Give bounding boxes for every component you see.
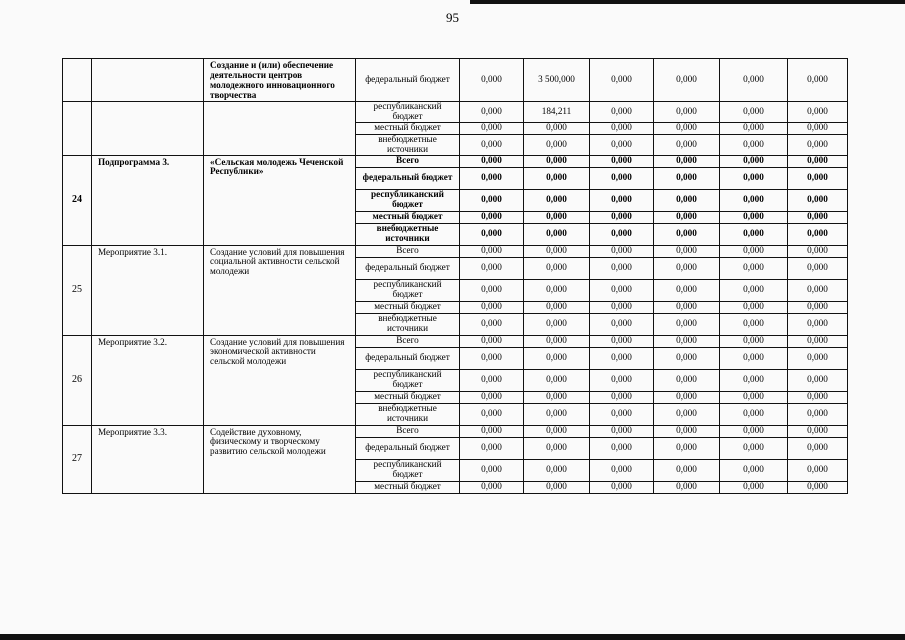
value-cell: 0,000: [524, 425, 590, 437]
value-cell: 0,000: [460, 189, 524, 211]
value-cell: 0,000: [720, 335, 788, 347]
label-cell: Мероприятие 3.2.: [92, 335, 204, 425]
value-cell: 0,000: [788, 437, 848, 459]
index-cell: [63, 101, 92, 155]
value-cell: 0,000: [654, 223, 720, 245]
description-cell: Создание условий для повышения экономической активности сельской молодежи: [204, 335, 356, 425]
table-row: [63, 335, 848, 347]
value-cell: 0,000: [460, 481, 524, 493]
funding-source: внебюджетные источники: [356, 313, 460, 335]
value-cell: 0,000: [524, 313, 590, 335]
value-cell: 0,000: [460, 245, 524, 257]
description-cell: Создание условий для повышения социальной активности сельской молодежи: [204, 245, 356, 335]
value-cell: 0,000: [654, 459, 720, 481]
value-cell: 0,000: [524, 134, 590, 155]
value-cell: 0,000: [654, 189, 720, 211]
description-cell: Создание и (или) обеспечение деятельности центров молодежного инновационного творчества: [204, 59, 356, 102]
funding-source: республиканский бюджет: [356, 189, 460, 211]
value-cell: 0,000: [654, 155, 720, 167]
value-cell: 0,000: [720, 403, 788, 425]
value-cell: 0,000: [654, 167, 720, 189]
top-scan-edge: [470, 0, 905, 4]
value-cell: 0,000: [590, 481, 654, 493]
value-cell: 0,000: [524, 167, 590, 189]
value-cell: 0,000: [524, 301, 590, 313]
value-cell: 0,000: [788, 347, 848, 369]
label-cell: Мероприятие 3.3.: [92, 425, 204, 493]
value-cell: 0,000: [460, 155, 524, 167]
value-cell: 0,000: [720, 101, 788, 122]
value-cell: 0,000: [654, 279, 720, 301]
value-cell: 0,000: [788, 101, 848, 122]
value-cell: 0,000: [720, 391, 788, 403]
value-cell: 0,000: [788, 257, 848, 279]
value-cell: 0,000: [654, 369, 720, 391]
value-cell: 0,000: [524, 335, 590, 347]
value-cell: 0,000: [460, 223, 524, 245]
value-cell: 0,000: [590, 347, 654, 369]
label-cell: Подпрограмма 3.: [92, 155, 204, 245]
page-number: 95: [446, 10, 459, 25]
value-cell: 0,000: [590, 245, 654, 257]
value-cell: 0,000: [590, 155, 654, 167]
value-cell: 0,000: [788, 134, 848, 155]
index-cell: 26: [63, 335, 92, 425]
value-cell: 0,000: [590, 313, 654, 335]
value-cell: 0,000: [654, 122, 720, 134]
value-cell: 0,000: [524, 257, 590, 279]
value-cell: 0,000: [460, 347, 524, 369]
value-cell: 0,000: [590, 211, 654, 223]
value-cell: 0,000: [720, 257, 788, 279]
value-cell: 0,000: [460, 101, 524, 122]
funding-source: республиканский бюджет: [356, 101, 460, 122]
value-cell: 0,000: [654, 301, 720, 313]
value-cell: 0,000: [460, 134, 524, 155]
table-row: [63, 245, 848, 257]
value-cell: 0,000: [590, 223, 654, 245]
funding-source: Всего: [356, 425, 460, 437]
value-cell: 0,000: [788, 122, 848, 134]
value-cell: 0,000: [720, 347, 788, 369]
value-cell: 0,000: [788, 301, 848, 313]
value-cell: 0,000: [788, 223, 848, 245]
value-cell: 0,000: [590, 335, 654, 347]
value-cell: 0,000: [524, 245, 590, 257]
value-cell: 0,000: [590, 369, 654, 391]
label-cell: Мероприятие 3.1.: [92, 245, 204, 335]
value-cell: 0,000: [524, 279, 590, 301]
funding-source: республиканский бюджет: [356, 369, 460, 391]
value-cell: 0,000: [720, 459, 788, 481]
value-cell: 0,000: [720, 481, 788, 493]
value-cell: 0,000: [590, 279, 654, 301]
value-cell: 0,000: [788, 167, 848, 189]
bottom-scan-edge: [0, 634, 905, 640]
index-cell: 24: [63, 155, 92, 245]
funding-table: [62, 58, 848, 494]
value-cell: 0,000: [654, 245, 720, 257]
value-cell: 0,000: [460, 301, 524, 313]
funding-source: федеральный бюджет: [356, 257, 460, 279]
value-cell: 0,000: [720, 369, 788, 391]
value-cell: 0,000: [654, 59, 720, 102]
value-cell: 0,000: [590, 167, 654, 189]
value-cell: 0,000: [460, 279, 524, 301]
funding-source: местный бюджет: [356, 391, 460, 403]
funding-source: республиканский бюджет: [356, 459, 460, 481]
value-cell: 0,000: [460, 425, 524, 437]
value-cell: 0,000: [460, 211, 524, 223]
value-cell: 0,000: [788, 59, 848, 102]
value-cell: 0,000: [788, 425, 848, 437]
funding-source: Всего: [356, 155, 460, 167]
funding-source: внебюджетные источники: [356, 223, 460, 245]
value-cell: 0,000: [524, 347, 590, 369]
value-cell: 0,000: [524, 155, 590, 167]
value-cell: 0,000: [524, 481, 590, 493]
value-cell: 0,000: [524, 369, 590, 391]
value-cell: 0,000: [654, 481, 720, 493]
value-cell: 0,000: [460, 459, 524, 481]
value-cell: 0,000: [788, 335, 848, 347]
value-cell: 0,000: [720, 189, 788, 211]
funding-source: федеральный бюджет: [356, 437, 460, 459]
value-cell: 0,000: [524, 391, 590, 403]
value-cell: 0,000: [524, 189, 590, 211]
funding-source: местный бюджет: [356, 301, 460, 313]
value-cell: 0,000: [788, 279, 848, 301]
value-cell: 0,000: [654, 335, 720, 347]
value-cell: 0,000: [590, 391, 654, 403]
value-cell: 0,000: [460, 122, 524, 134]
table-row: [63, 59, 848, 102]
value-cell: 0,000: [590, 189, 654, 211]
value-cell: 0,000: [720, 437, 788, 459]
value-cell: 0,000: [524, 403, 590, 425]
value-cell: 0,000: [654, 403, 720, 425]
value-cell: 184,211: [524, 101, 590, 122]
value-cell: 0,000: [654, 101, 720, 122]
funding-source: Всего: [356, 335, 460, 347]
value-cell: 0,000: [460, 59, 524, 102]
funding-source: Всего: [356, 245, 460, 257]
value-cell: 0,000: [590, 459, 654, 481]
value-cell: 3 500,000: [524, 59, 590, 102]
description-cell: «Сельская молодежь Чеченской Республики»: [204, 155, 356, 245]
value-cell: 0,000: [720, 211, 788, 223]
table-row: [63, 425, 848, 437]
value-cell: 0,000: [788, 189, 848, 211]
value-cell: 0,000: [524, 122, 590, 134]
value-cell: 0,000: [590, 301, 654, 313]
funding-source: внебюджетные источники: [356, 403, 460, 425]
value-cell: 0,000: [788, 211, 848, 223]
value-cell: 0,000: [460, 369, 524, 391]
value-cell: 0,000: [460, 391, 524, 403]
value-cell: 0,000: [460, 403, 524, 425]
label-cell: [92, 101, 204, 155]
value-cell: 0,000: [590, 101, 654, 122]
value-cell: 0,000: [590, 403, 654, 425]
funding-source: республиканский бюджет: [356, 279, 460, 301]
funding-source: местный бюджет: [356, 481, 460, 493]
value-cell: 0,000: [788, 459, 848, 481]
value-cell: 0,000: [524, 459, 590, 481]
value-cell: 0,000: [590, 437, 654, 459]
value-cell: 0,000: [654, 257, 720, 279]
value-cell: 0,000: [524, 223, 590, 245]
value-cell: 0,000: [460, 313, 524, 335]
table-row: [63, 101, 848, 122]
value-cell: 0,000: [720, 59, 788, 102]
value-cell: 0,000: [720, 122, 788, 134]
funding-source: внебюджетные источники: [356, 134, 460, 155]
value-cell: 0,000: [524, 437, 590, 459]
funding-source: федеральный бюджет: [356, 167, 460, 189]
funding-source: местный бюджет: [356, 122, 460, 134]
value-cell: 0,000: [720, 279, 788, 301]
value-cell: 0,000: [720, 223, 788, 245]
value-cell: 0,000: [788, 245, 848, 257]
value-cell: 0,000: [720, 425, 788, 437]
value-cell: 0,000: [654, 437, 720, 459]
value-cell: 0,000: [720, 167, 788, 189]
value-cell: 0,000: [788, 313, 848, 335]
description-cell: Содействие духовному, физическому и творческому развитию сельской молодежи: [204, 425, 356, 493]
funding-source: федеральный бюджет: [356, 59, 460, 102]
label-cell: [92, 59, 204, 102]
value-cell: 0,000: [654, 211, 720, 223]
value-cell: 0,000: [590, 59, 654, 102]
funding-source: местный бюджет: [356, 211, 460, 223]
value-cell: 0,000: [460, 257, 524, 279]
value-cell: 0,000: [654, 347, 720, 369]
value-cell: 0,000: [654, 134, 720, 155]
value-cell: 0,000: [460, 335, 524, 347]
funding-source: федеральный бюджет: [356, 347, 460, 369]
value-cell: 0,000: [590, 425, 654, 437]
value-cell: 0,000: [720, 313, 788, 335]
value-cell: 0,000: [654, 391, 720, 403]
value-cell: 0,000: [720, 301, 788, 313]
table-body: [63, 59, 848, 494]
value-cell: 0,000: [788, 369, 848, 391]
value-cell: 0,000: [788, 403, 848, 425]
value-cell: 0,000: [460, 437, 524, 459]
value-cell: 0,000: [460, 167, 524, 189]
value-cell: 0,000: [590, 134, 654, 155]
description-cell: [204, 101, 356, 155]
value-cell: 0,000: [654, 313, 720, 335]
value-cell: 0,000: [654, 425, 720, 437]
index-cell: 27: [63, 425, 92, 493]
value-cell: 0,000: [720, 134, 788, 155]
value-cell: 0,000: [590, 257, 654, 279]
index-cell: [63, 59, 92, 102]
value-cell: 0,000: [590, 122, 654, 134]
value-cell: 0,000: [524, 211, 590, 223]
value-cell: 0,000: [720, 155, 788, 167]
index-cell: 25: [63, 245, 92, 335]
value-cell: 0,000: [788, 391, 848, 403]
value-cell: 0,000: [720, 245, 788, 257]
value-cell: 0,000: [788, 481, 848, 493]
table-row: [63, 155, 848, 167]
value-cell: 0,000: [788, 155, 848, 167]
